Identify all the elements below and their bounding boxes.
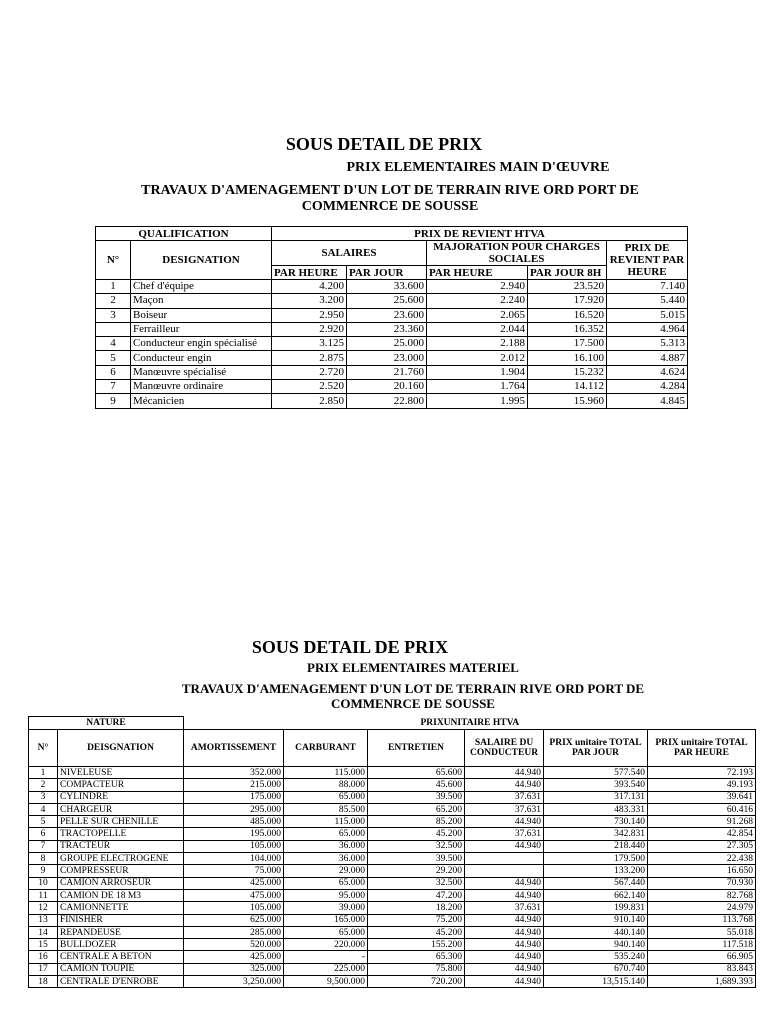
total-jour-cell: 730.140 xyxy=(544,816,648,828)
carburant-cell: 39.000 xyxy=(284,902,368,914)
total-jour-cell: 662.140 xyxy=(544,889,648,901)
row-designation: COMPRESSEUR xyxy=(58,865,184,877)
row-number: 10 xyxy=(29,877,58,889)
entretien-cell: 65.600 xyxy=(368,767,465,779)
salaire-par-heure: 2.950 xyxy=(272,308,347,322)
entretien-cell: 45.200 xyxy=(368,828,465,840)
total-heure-cell: 60.416 xyxy=(648,803,756,815)
majoration-par-jour: 15.960 xyxy=(528,394,607,408)
row-number: 16 xyxy=(29,951,58,963)
section2-subtitle: PRIX ELEMENTAIRES MATERIEL xyxy=(307,660,519,675)
row-designation: Manœuvre spécialisé xyxy=(131,365,272,379)
majoration-header: MAJORATION POUR CHARGES SOCIALES xyxy=(427,241,607,266)
salaire-par-jour: 21.760 xyxy=(347,365,427,379)
total-jour-header: PRIX unitaire TOTAL PAR JOUR xyxy=(544,730,648,767)
row-designation: CAMION ARROSEUR xyxy=(58,877,184,889)
section1-subtitle: PRIX ELEMENTAIRES MAIN D'ŒUVRE xyxy=(346,160,610,175)
entretien-cell: 39.500 xyxy=(368,791,465,803)
row-designation: CHARGEUR xyxy=(58,803,184,815)
total-heure-cell: 27.305 xyxy=(648,840,756,852)
carburant-cell: 165.000 xyxy=(284,914,368,926)
majoration-par-heure: 2.065 xyxy=(427,308,528,322)
entretien-cell: 720.200 xyxy=(368,976,465,988)
table-row xyxy=(29,963,756,975)
section1-title: SOUS DETAIL DE PRIX xyxy=(285,134,483,154)
amortissement-header: AMORTISSEMENT xyxy=(184,730,284,767)
designation-header: DEISGNATION xyxy=(58,730,184,767)
section2-project-title: TRAVAUX D'AMENAGEMENT D'UN LOT DE TERRAIN RIVE ORD PORT DE COMMENRCE DE SOUSSE xyxy=(181,681,645,711)
prix-revient-heure-header: PRIX DE REVIENT PAR HEURE xyxy=(607,241,688,280)
row-number: 2 xyxy=(29,779,58,791)
total-jour-cell: 567.440 xyxy=(544,877,648,889)
majoration-par-heure: 1.904 xyxy=(427,365,528,379)
majoration-par-heure: 2.044 xyxy=(427,322,528,336)
row-designation: Maçon xyxy=(131,294,272,308)
majoration-par-jour: 17.500 xyxy=(528,337,607,351)
table-row xyxy=(29,951,756,963)
total-heure-cell: 42.854 xyxy=(648,828,756,840)
carburant-cell: 95.000 xyxy=(284,889,368,901)
table-row xyxy=(29,791,756,803)
amortissement-cell: 3,250.000 xyxy=(184,976,284,988)
row-designation: COMPACTEUR xyxy=(58,779,184,791)
salaires-header: SALAIRES xyxy=(272,241,427,266)
salaire-conducteur-cell: 44.940 xyxy=(465,926,544,938)
salaire-conducteur-cell: 44.940 xyxy=(465,816,544,828)
table-row xyxy=(96,337,688,351)
equipment-price-table xyxy=(28,716,756,988)
carburant-cell: 85.500 xyxy=(284,803,368,815)
majoration-par-heure: 2.940 xyxy=(427,280,528,294)
total-jour-cell: 218.440 xyxy=(544,840,648,852)
entretien-header: ENTRETIEN xyxy=(368,730,465,767)
row-designation: Boiseur xyxy=(131,308,272,322)
entretien-cell: 39.500 xyxy=(368,853,465,865)
table-row xyxy=(29,926,756,938)
amortissement-cell: 425.000 xyxy=(184,877,284,889)
carburant-cell: 88.000 xyxy=(284,779,368,791)
salaire-conducteur-cell: 44.940 xyxy=(465,963,544,975)
entretien-cell: 47.200 xyxy=(368,889,465,901)
table-row xyxy=(96,351,688,365)
carburant-cell: 115.000 xyxy=(284,767,368,779)
carburant-cell: 65.000 xyxy=(284,877,368,889)
table-row xyxy=(29,779,756,791)
total-heure-cell: 39.641 xyxy=(648,791,756,803)
maj-par-heure-header: PAR HEURE xyxy=(427,266,528,280)
row-designation: Conducteur engin spécialisé xyxy=(131,337,272,351)
prix-revient-par-heure: 4.964 xyxy=(607,322,688,336)
salaire-par-heure: 2.875 xyxy=(272,351,347,365)
salaire-par-heure: 3.125 xyxy=(272,337,347,351)
table-row xyxy=(29,803,756,815)
prix-revient-par-heure: 4.284 xyxy=(607,380,688,394)
section1-project-title: TRAVAUX D'AMENAGEMENT D'UN LOT DE TERRAIN RIVE ORD PORT DE COMMENRCE DE SOUSSE xyxy=(141,183,639,214)
total-jour-cell: 535.240 xyxy=(544,951,648,963)
amortissement-cell: 625.000 xyxy=(184,914,284,926)
total-jour-cell: 393.540 xyxy=(544,779,648,791)
total-heure-cell: 24.979 xyxy=(648,902,756,914)
salaire-conducteur-cell: 37.631 xyxy=(465,803,544,815)
row-number: 3 xyxy=(29,791,58,803)
total-jour-cell: 577.540 xyxy=(544,767,648,779)
prix-revient-header: PRIX DE REVIENT HTVA xyxy=(272,227,688,241)
table-row xyxy=(29,976,756,988)
prix-revient-par-heure: 5.313 xyxy=(607,337,688,351)
table-row xyxy=(29,767,756,779)
qualification-header: QUALIFICATION xyxy=(96,227,272,241)
entretien-cell: 155.200 xyxy=(368,939,465,951)
row-number: 5 xyxy=(96,351,131,365)
entretien-cell: 65.300 xyxy=(368,951,465,963)
salaire-conducteur-cell: 44.940 xyxy=(465,877,544,889)
amortissement-cell: 325.000 xyxy=(184,963,284,975)
entretien-cell: 29.200 xyxy=(368,865,465,877)
majoration-par-heure: 1.995 xyxy=(427,394,528,408)
row-number: 8 xyxy=(29,853,58,865)
total-heure-header: PRIX unitaire TOTAL PAR HEURE xyxy=(648,730,756,767)
total-heure-cell: 117.518 xyxy=(648,939,756,951)
entretien-cell: 45.200 xyxy=(368,926,465,938)
salaire-conducteur-header: SALAIRE DU CONDUCTEUR xyxy=(465,730,544,767)
row-number: 7 xyxy=(96,380,131,394)
majoration-par-jour: 16.520 xyxy=(528,308,607,322)
row-number: 4 xyxy=(96,337,131,351)
row-number: 1 xyxy=(29,767,58,779)
table-row xyxy=(29,902,756,914)
table-row xyxy=(96,394,688,408)
total-heure-cell: 1,689.393 xyxy=(648,976,756,988)
salaire-par-jour: 20.160 xyxy=(347,380,427,394)
salaire-conducteur-cell xyxy=(465,853,544,865)
row-number: 12 xyxy=(29,902,58,914)
salaire-conducteur-cell: 37.631 xyxy=(465,902,544,914)
prix-revient-par-heure: 5.015 xyxy=(607,308,688,322)
majoration-par-heure: 2.240 xyxy=(427,294,528,308)
majoration-par-heure: 2.012 xyxy=(427,351,528,365)
total-heure-cell: 83.843 xyxy=(648,963,756,975)
carburant-header: CARBURANT xyxy=(284,730,368,767)
salaire-par-heure: 4.200 xyxy=(272,280,347,294)
section2-title: SOUS DETAIL DE PRIX xyxy=(251,637,449,657)
row-number: 13 xyxy=(29,914,58,926)
majoration-par-jour: 23.520 xyxy=(528,280,607,294)
entretien-cell: 18.200 xyxy=(368,902,465,914)
table-row xyxy=(96,308,688,322)
row-designation: Mécanicien xyxy=(131,394,272,408)
amortissement-cell: 285.000 xyxy=(184,926,284,938)
amortissement-cell: 215.000 xyxy=(184,779,284,791)
carburant-cell: 65.000 xyxy=(284,926,368,938)
total-heure-cell: 70.930 xyxy=(648,877,756,889)
total-heure-cell: 113.768 xyxy=(648,914,756,926)
salaire-conducteur-cell: 44.940 xyxy=(465,951,544,963)
amortissement-cell: 105.000 xyxy=(184,840,284,852)
table-row xyxy=(96,280,688,294)
majoration-par-jour: 14.112 xyxy=(528,380,607,394)
salaire-conducteur-cell: 44.940 xyxy=(465,779,544,791)
amortissement-cell: 352.000 xyxy=(184,767,284,779)
carburant-cell: 65.000 xyxy=(284,791,368,803)
salaire-par-jour: 33.600 xyxy=(347,280,427,294)
amortissement-cell: 425.000 xyxy=(184,951,284,963)
no-header: N° xyxy=(29,730,58,767)
row-number: 2 xyxy=(96,294,131,308)
total-heure-cell: 55.018 xyxy=(648,926,756,938)
row-designation: CENTRALE A BETON xyxy=(58,951,184,963)
total-jour-cell: 179.500 xyxy=(544,853,648,865)
row-number: 4 xyxy=(29,803,58,815)
prix-revient-par-heure: 4.887 xyxy=(607,351,688,365)
nature-header: NATURE xyxy=(29,717,184,730)
entretien-cell: 75.800 xyxy=(368,963,465,975)
total-heure-cell: 16.650 xyxy=(648,865,756,877)
entretien-cell: 85.200 xyxy=(368,816,465,828)
total-jour-cell: 483.331 xyxy=(544,803,648,815)
row-number: 1 xyxy=(96,280,131,294)
entretien-cell: 32.500 xyxy=(368,877,465,889)
row-designation: Chef d'équipe xyxy=(131,280,272,294)
total-jour-cell: 13,515.140 xyxy=(544,976,648,988)
salaire-par-heure: 3.200 xyxy=(272,294,347,308)
salaire-par-jour: 23.600 xyxy=(347,308,427,322)
salaire-par-jour: 25.000 xyxy=(347,337,427,351)
row-number: 15 xyxy=(29,939,58,951)
row-designation: TRACTEUR xyxy=(58,840,184,852)
table-row xyxy=(29,889,756,901)
majoration-par-jour: 15.232 xyxy=(528,365,607,379)
salaire-par-jour: 23.360 xyxy=(347,322,427,336)
salaire-par-heure: 2.920 xyxy=(272,322,347,336)
total-jour-cell: 670.740 xyxy=(544,963,648,975)
row-designation: Manœuvre ordinaire xyxy=(131,380,272,394)
amortissement-cell: 195.000 xyxy=(184,828,284,840)
row-number: 6 xyxy=(96,365,131,379)
entretien-cell: 65.200 xyxy=(368,803,465,815)
salaire-conducteur-cell: 44.940 xyxy=(465,840,544,852)
entretien-cell: 45.600 xyxy=(368,779,465,791)
majoration-par-jour: 16.352 xyxy=(528,322,607,336)
total-jour-cell: 199.831 xyxy=(544,902,648,914)
no-header: N° xyxy=(96,241,131,280)
prix-revient-par-heure: 7.140 xyxy=(607,280,688,294)
amortissement-cell: 295.000 xyxy=(184,803,284,815)
salaire-conducteur-cell: 37.631 xyxy=(465,791,544,803)
salaire-conducteur-cell: 44.940 xyxy=(465,767,544,779)
row-number: 11 xyxy=(29,889,58,901)
majoration-par-heure: 2.188 xyxy=(427,337,528,351)
salaire-par-jour: 22.800 xyxy=(347,394,427,408)
salaire-par-jour: 23.000 xyxy=(347,351,427,365)
designation-header: DESIGNATION xyxy=(131,241,272,280)
row-designation: CYLINDRE xyxy=(58,791,184,803)
salaire-conducteur-cell: 37.631 xyxy=(465,828,544,840)
table-row xyxy=(29,840,756,852)
majoration-par-jour: 17.920 xyxy=(528,294,607,308)
table-row xyxy=(96,380,688,394)
amortissement-cell: 175.000 xyxy=(184,791,284,803)
sal-par-jour-header: PAR JOUR xyxy=(347,266,427,280)
salaire-conducteur-cell xyxy=(465,865,544,877)
carburant-cell: 36.000 xyxy=(284,840,368,852)
prix-revient-par-heure: 4.845 xyxy=(607,394,688,408)
carburant-cell: 36.000 xyxy=(284,853,368,865)
row-number: 6 xyxy=(29,828,58,840)
table-row xyxy=(29,914,756,926)
row-designation: REPANDEUSE xyxy=(58,926,184,938)
row-designation: PELLE SUR CHENILLE xyxy=(58,816,184,828)
total-heure-cell: 91.268 xyxy=(648,816,756,828)
prix-revient-par-heure: 5.440 xyxy=(607,294,688,308)
amortissement-cell: 105.000 xyxy=(184,902,284,914)
total-heure-cell: 22.438 xyxy=(648,853,756,865)
majoration-par-heure: 1.764 xyxy=(427,380,528,394)
table-row xyxy=(96,294,688,308)
total-jour-cell: 317.131 xyxy=(544,791,648,803)
carburant-cell: 29.000 xyxy=(284,865,368,877)
amortissement-cell: 475.000 xyxy=(184,889,284,901)
table-row xyxy=(96,365,688,379)
table-row xyxy=(29,816,756,828)
amortissement-cell: 485.000 xyxy=(184,816,284,828)
row-designation: Conducteur engin xyxy=(131,351,272,365)
carburant-cell: 65.000 xyxy=(284,828,368,840)
salaire-conducteur-cell: 44.940 xyxy=(465,914,544,926)
row-designation: CENTRALE D'ENROBE xyxy=(58,976,184,988)
row-designation: Ferrailleur xyxy=(131,322,272,336)
row-number: 7 xyxy=(29,840,58,852)
row-number: 14 xyxy=(29,926,58,938)
row-designation: NIVELEUSE xyxy=(58,767,184,779)
total-jour-cell: 940.140 xyxy=(544,939,648,951)
total-heure-cell: 66.905 xyxy=(648,951,756,963)
salaire-par-heure: 2.850 xyxy=(272,394,347,408)
total-heure-cell: 72.193 xyxy=(648,767,756,779)
carburant-cell: 115.000 xyxy=(284,816,368,828)
row-number: 9 xyxy=(96,394,131,408)
row-designation: BULLDOZER xyxy=(58,939,184,951)
total-jour-cell: 440.140 xyxy=(544,926,648,938)
row-number: 9 xyxy=(29,865,58,877)
sal-par-heure-header: PAR HEURE xyxy=(272,266,347,280)
row-number: 18 xyxy=(29,976,58,988)
table-row xyxy=(29,877,756,889)
table-row xyxy=(29,939,756,951)
amortissement-cell: 520.000 xyxy=(184,939,284,951)
salaire-par-heure: 2.520 xyxy=(272,380,347,394)
prix-revient-par-heure: 4.624 xyxy=(607,365,688,379)
row-number: 17 xyxy=(29,963,58,975)
table-row xyxy=(29,865,756,877)
salaire-conducteur-cell: 44.940 xyxy=(465,889,544,901)
carburant-cell: 9,500.000 xyxy=(284,976,368,988)
row-designation: TRACTOPELLE xyxy=(58,828,184,840)
table-row xyxy=(29,853,756,865)
table-row xyxy=(96,322,688,336)
row-designation: CAMION DE 18 M3 xyxy=(58,889,184,901)
carburant-cell: 220.000 xyxy=(284,939,368,951)
carburant-cell: 225.000 xyxy=(284,963,368,975)
entretien-cell: 32.500 xyxy=(368,840,465,852)
row-number xyxy=(96,322,131,336)
total-heure-cell: 82.768 xyxy=(648,889,756,901)
row-designation: CAMION TOUPIE xyxy=(58,963,184,975)
total-heure-cell: 49.193 xyxy=(648,779,756,791)
total-jour-cell: 133.200 xyxy=(544,865,648,877)
salaire-conducteur-cell: 44.940 xyxy=(465,939,544,951)
table-row xyxy=(29,828,756,840)
total-jour-cell: 342.831 xyxy=(544,828,648,840)
salaire-par-jour: 25.600 xyxy=(347,294,427,308)
row-number: 5 xyxy=(29,816,58,828)
row-designation: CAMIONNETTE xyxy=(58,902,184,914)
row-number: 3 xyxy=(96,308,131,322)
carburant-cell: - xyxy=(284,951,368,963)
labour-price-table xyxy=(95,226,688,409)
amortissement-cell: 104.000 xyxy=(184,853,284,865)
prix-unitaire-header: PRIXUNITAIRE HTVA xyxy=(420,717,520,728)
row-designation: GROUPE ELECTROGENE xyxy=(58,853,184,865)
total-jour-cell: 910.140 xyxy=(544,914,648,926)
salaire-par-heure: 2.720 xyxy=(272,365,347,379)
entretien-cell: 75.200 xyxy=(368,914,465,926)
amortissement-cell: 75.000 xyxy=(184,865,284,877)
maj-par-jour-header: PAR JOUR 8H xyxy=(528,266,607,280)
row-designation: FINISHER xyxy=(58,914,184,926)
salaire-conducteur-cell: 44.940 xyxy=(465,976,544,988)
majoration-par-jour: 16.100 xyxy=(528,351,607,365)
